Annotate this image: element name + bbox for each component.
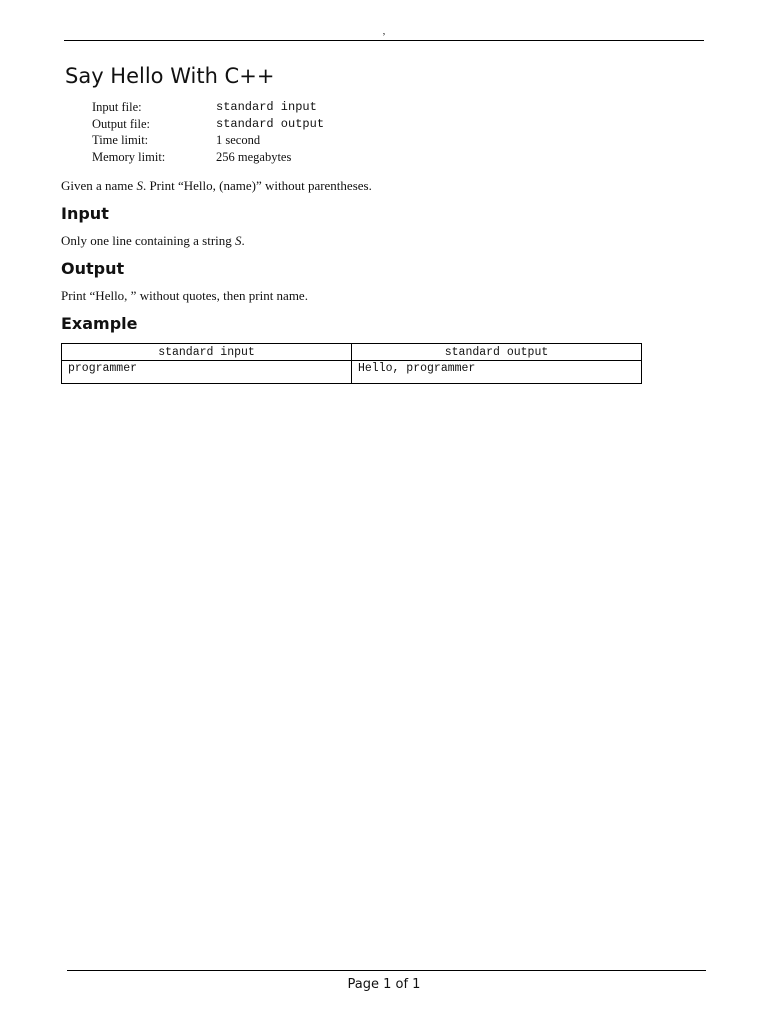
footer-rule: [67, 970, 706, 971]
statement-text-before: Given a name: [61, 178, 137, 193]
time-limit-value: 1 second: [216, 133, 261, 147]
input-description: [61, 232, 701, 249]
input-text-before: Only one line containing a string: [61, 233, 236, 248]
memory-limit-value: 256 megabytes: [216, 149, 292, 164]
example-input-header: standard input: [62, 344, 352, 361]
time-limit-label: Time limit:: [92, 133, 149, 147]
input-variable: S: [235, 233, 242, 248]
page-number: Page 1 of 1: [347, 977, 421, 992]
example-row: [62, 361, 642, 384]
problem-statement: [61, 177, 701, 194]
output-file-label: Output file:: [92, 116, 150, 131]
output-file-value: standard output: [216, 116, 325, 131]
example-output-header: standard output: [352, 344, 642, 361]
header-rule: [64, 40, 704, 41]
input-file-label: Input file:: [92, 100, 142, 114]
input-heading: Input: [61, 204, 109, 223]
statement-text-after: . Print “Hello, (name)” without parentheses.: [142, 178, 372, 193]
example-heading: Example: [61, 314, 138, 333]
example-header-row: [62, 344, 642, 361]
example-input-cell: programmer: [62, 361, 352, 384]
output-heading: Output: [61, 259, 125, 278]
memory-limit-row: [92, 149, 324, 166]
input-text-after: .: [241, 233, 245, 248]
example-table: [61, 343, 642, 384]
problem-title: Say Hello With C++: [65, 64, 275, 88]
problem-limits-table: [92, 99, 324, 165]
output-file-row: [92, 116, 324, 133]
memory-limit-label: Memory limit:: [92, 149, 166, 164]
time-limit-row: [92, 132, 324, 149]
input-file-value: standard input: [216, 100, 317, 114]
input-file-row: [92, 99, 324, 116]
header-mark: ,: [382, 26, 386, 37]
output-description: Print “Hello, ” without quotes, then print name.: [61, 288, 308, 303]
statement-variable: S: [136, 178, 143, 193]
example-output-cell: Hello, programmer: [352, 361, 642, 384]
